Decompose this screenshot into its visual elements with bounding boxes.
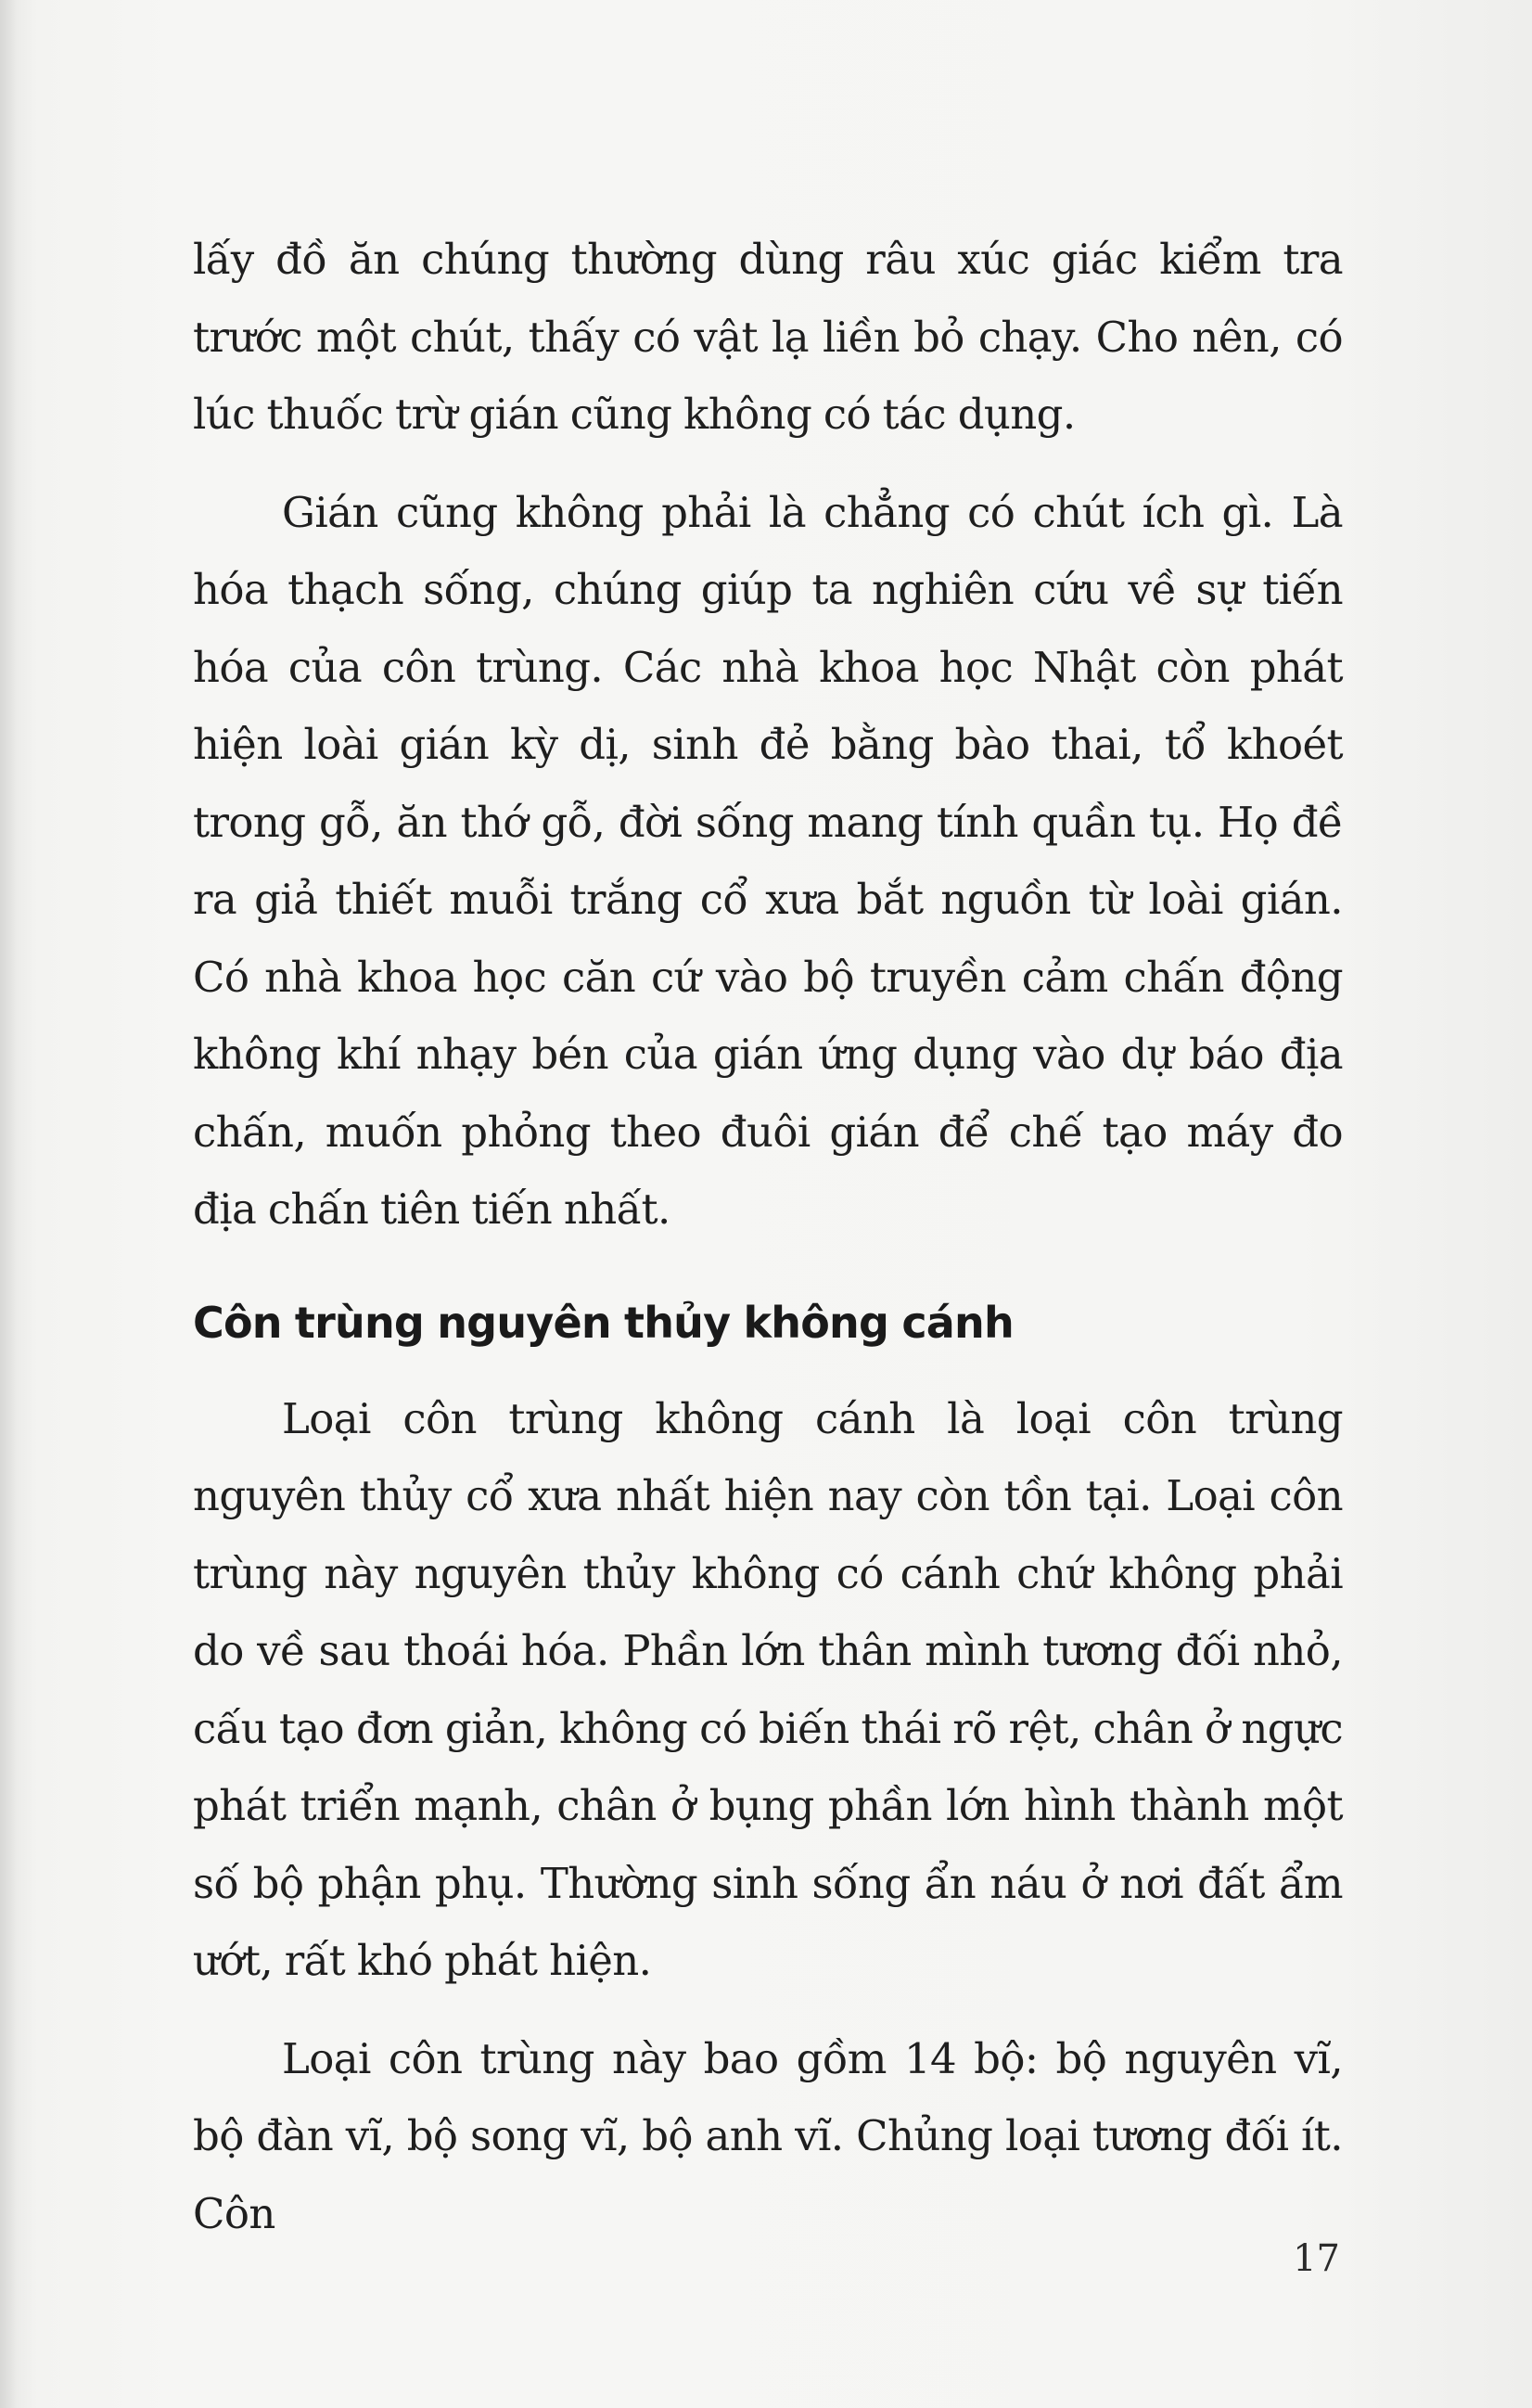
section-heading: Côn trùng nguyên thủy không cánh: [193, 1297, 1014, 1348]
page-spine-shadow: [0, 0, 17, 2408]
page-number: 17: [1293, 2237, 1340, 2280]
paragraph-insect-orders: Loại côn trùng này bao gồm 14 bộ: bộ nguyên vĩ, bộ đàn vĩ, bộ song vĩ, bộ anh vĩ. Chủng loại tương đối ít. Côn: [193, 2033, 1343, 2238]
page-content: [193, 221, 1343, 2252]
paragraph-cockroach-detection: lấy đồ ăn chúng thường dùng râu xúc giác kiểm tra trước một chút, thấy có vật lạ liền bỏ chạy. Cho nên, có lúc thuốc trừ gián cũng không có tác dụng.: [193, 235, 1343, 439]
paragraph-wingless-insects: Loại côn trùng không cánh là loại côn trùng nguyên thủy cổ xưa nhất hiện nay còn tồn tại. Loại côn trùng này nguyên thủy không có cánh chứ không phải do về sau thoái hóa. Phần lớn thân mình tương đối nhỏ, cấu tạo đơn giản, không có biến thái rõ rệt, chân ở ngực phát triển mạnh, chân ở bụng phần lớn hình thành một số bộ phận phụ. Thường sinh sống ẩn náu ở nơi đất ẩm ướt, rất khó phát hiện.: [193, 1393, 1343, 1985]
paragraph-cockroach-benefits: Gián cũng không phải là chẳng có chút ích gì. Là hóa thạch sống, chúng giúp ta nghiên cứu về sự tiến hóa của côn trùng. Các nhà khoa học Nhật còn phát hiện loài gián kỳ dị, sinh đẻ bằng bào thai, tổ khoét trong gỗ, ăn thớ gỗ, đời sống mang tính quần tụ. Họ đề ra giả thiết muỗi trắng cổ xưa bắt nguồn từ loài gián. Có nhà khoa học căn cứ vào bộ truyền cảm chấn động không khí nhạy bén của gián ứng dụng vào dự báo địa chấn, muốn phỏng theo đuôi gián để chế tạo máy đo địa chấn tiên tiến nhất.: [193, 487, 1343, 1234]
